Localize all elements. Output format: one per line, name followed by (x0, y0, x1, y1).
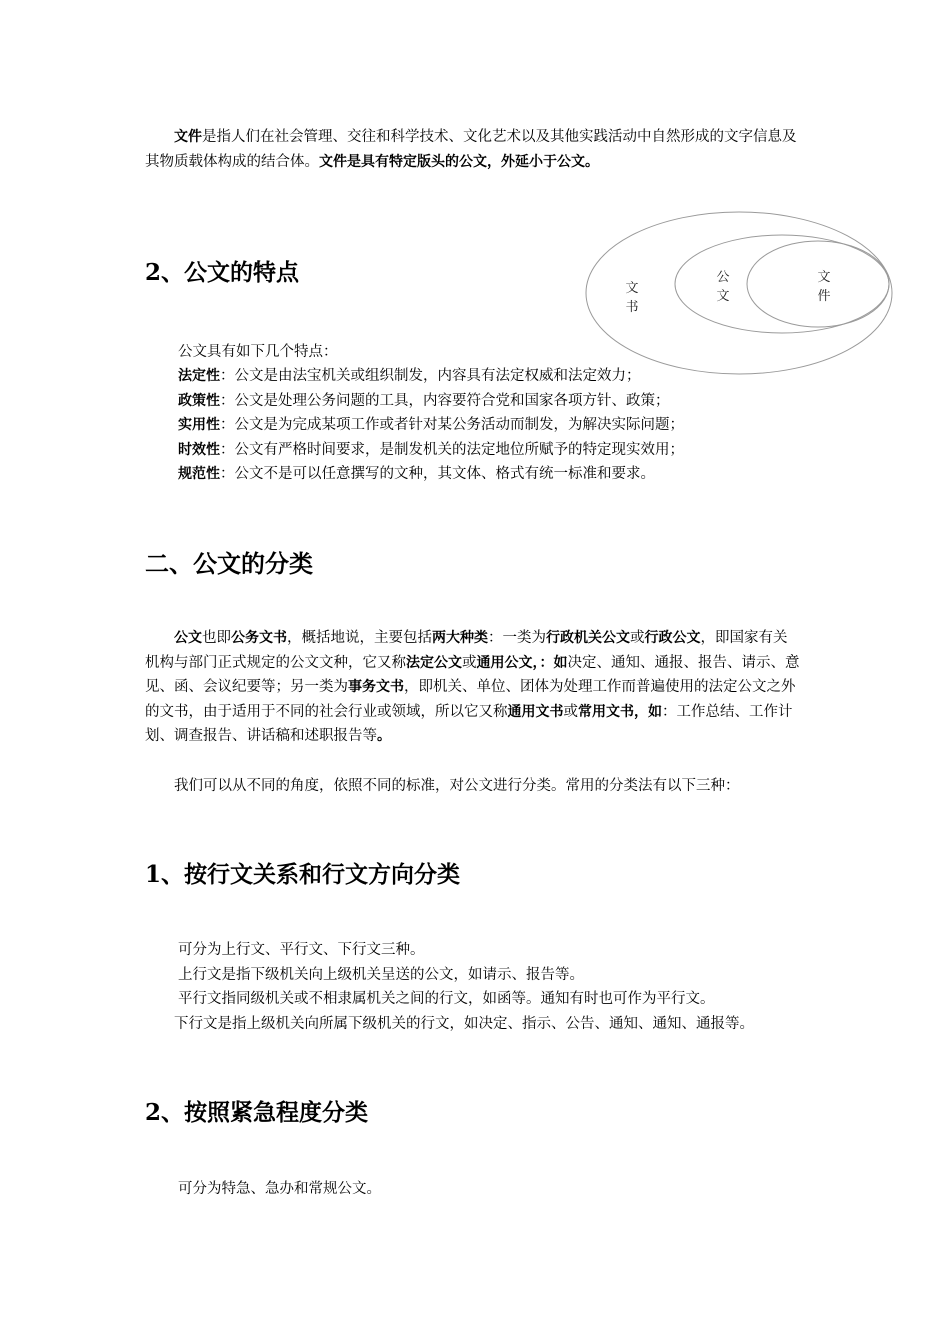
text-run: 行政公文 (644, 630, 701, 646)
feature-term: 时效性 (178, 442, 220, 458)
heading-classification: 二、公文的分类 (145, 550, 313, 578)
direction-line: 上行文是指下级机关向上级机关呈送的公文，如请示、报告等。 (178, 967, 584, 983)
direction-line: 可分为上行文、平行文、下行文三种。 (178, 942, 425, 958)
outer-label-1: 文 (625, 281, 639, 296)
inner-label-2: 件 (817, 289, 831, 304)
text-run: 两大种类 (432, 630, 488, 646)
feature-desc: 公文是为完成某项工作或者针对某公务活动而制发，为解决实际问题； (234, 417, 684, 433)
outer-label-2: 书 (625, 300, 639, 315)
feature-sep: ： (220, 442, 235, 458)
feature-item (178, 389, 798, 414)
text-run: ，即机关、单位、团体为处理工作而普遍使用的法定公文之外的文书，由于适用于不同的社会行业或领域，所以它又称 (145, 679, 796, 720)
feature-sep: ： (220, 393, 235, 409)
classification-methods-paragraph: 我们可以从不同的角度，依照不同的标准，对公文进行分类。常用的分类法有以下三种： (174, 778, 740, 794)
feature-desc: 公文是由法宝机关或组织制发，内容具有法定权威和法定效力； (234, 368, 641, 384)
intro-emphasis: 文件是具有特定版头的公文，外延小于公文。 (319, 153, 599, 170)
text-run: 或 (462, 654, 477, 671)
middle-ellipse (675, 235, 889, 333)
heading-features: 2、公文的特点 (145, 259, 300, 286)
text-run: ：工作总结、工作计划、调查报告、讲话稿和述职报告等 (145, 703, 793, 744)
feature-desc: 公文是处理公务问题的工具，内容要符合党和国家各项方针、政策； (234, 393, 670, 409)
text-run: 或 (630, 630, 645, 646)
feature-term: 法定性 (178, 368, 220, 384)
intro-paragraph (145, 125, 800, 174)
feature-item (178, 462, 798, 487)
text-run: 通用公文，：如 (476, 654, 568, 671)
middle-label-2: 文 (716, 289, 730, 304)
feature-sep: ： (220, 368, 235, 384)
feature-term: 规范性 (178, 466, 220, 482)
feature-term: 实用性 (178, 417, 220, 433)
feature-sep: ： (220, 466, 235, 482)
heading-direction: 1、按行文关系和行文方向分类 (145, 861, 461, 888)
text-run: 公文 (174, 630, 202, 646)
text-run: 或 (563, 703, 578, 720)
feature-item (178, 364, 798, 389)
feature-sep: ： (220, 417, 235, 433)
feature-desc: 公文不是可以任意撰写的文种，其文体、格式有统一标准和要求。 (234, 466, 655, 482)
feature-item (178, 438, 798, 463)
text-run: 。 (377, 728, 391, 744)
direction-last-paragraph: 下行文是指上级机关向所属下级机关的行文，如决定、指示、公告、通知、通知、通报等。 (174, 1016, 754, 1032)
classification-paragraph (145, 626, 800, 749)
text-run: 行政机关公文 (546, 630, 630, 646)
heading-urgency: 2、按照紧急程度分类 (145, 1099, 369, 1126)
text-run: ：一类为 (488, 630, 546, 646)
text-run: 公务文书 (231, 630, 287, 646)
feature-item (178, 413, 798, 438)
text-run: ，概括地说，主要包括 (287, 630, 432, 646)
features-lead: 公文具有如下几个特点： (178, 344, 338, 360)
middle-label-1: 公 (716, 270, 730, 285)
feature-desc: 公文有严格时间要求，是制发机关的法定地位所赋予的特定现实效用； (234, 442, 684, 458)
text-run: 事务文书 (348, 679, 404, 695)
term-wenjian: 文件 (174, 129, 202, 145)
inner-label-1: 文 (817, 270, 831, 285)
text-run: 决定、通知、通报、报告、请示、意见、函、会议纪要等；另一类为 (145, 654, 800, 695)
text-run: 常用文书，如 (578, 703, 662, 720)
text-run: 法定公文 (406, 654, 462, 671)
urgency-line: 可分为特急、急办和常规公文。 (178, 1181, 381, 1197)
text-run: ，即国家有关机构与部门正式规定的公文文种，它又称 (145, 630, 788, 671)
text-run: 通用文书 (507, 703, 564, 720)
text-run: 也即 (202, 630, 231, 646)
feature-term: 政策性 (178, 393, 220, 409)
intro-text: 是指人们在社会管理、交往和科学技术、文化艺术以及其他实践活动中自然形成的文字信息及其物质载体构成的结合体。 (145, 129, 797, 170)
direction-line: 平行文指同级机关或不相隶属机关之间的行文，如函等。通知有时也可作为平行文。 (178, 991, 715, 1007)
